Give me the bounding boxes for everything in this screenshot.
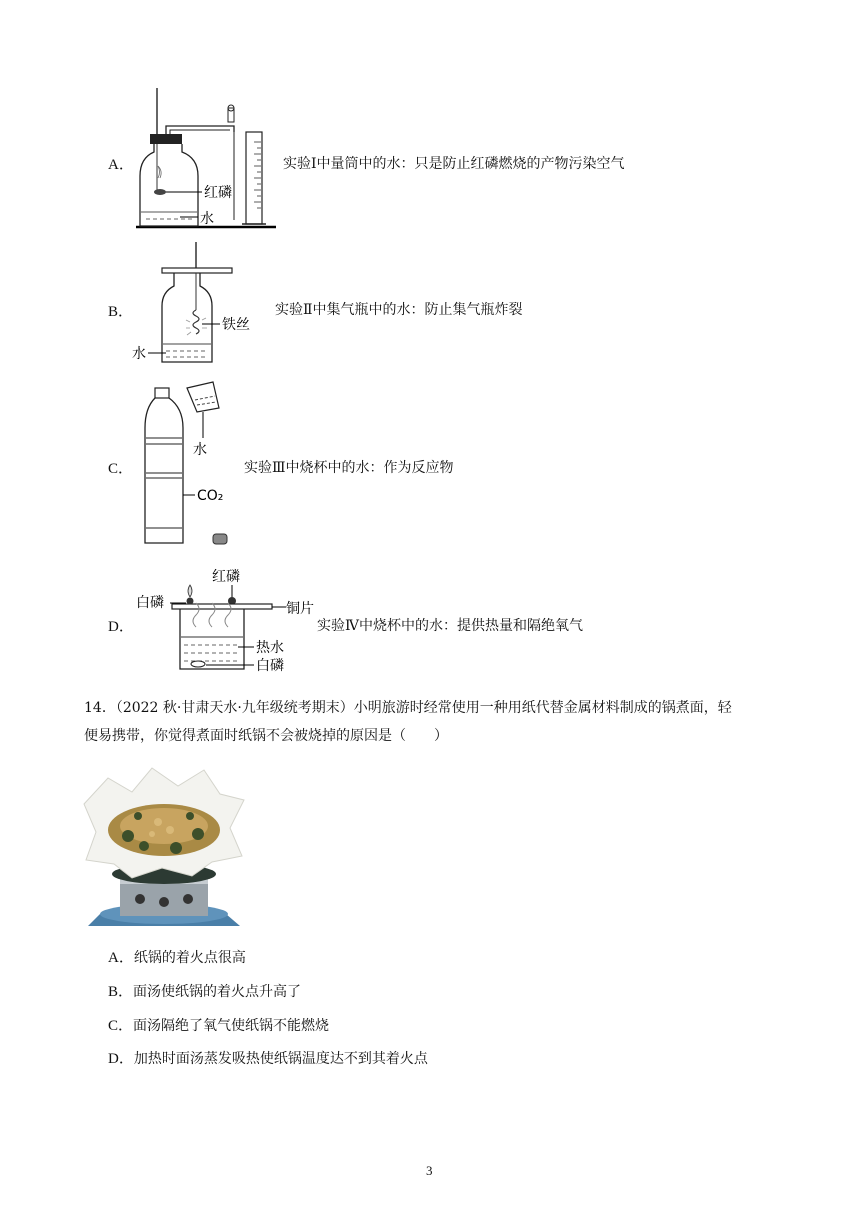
q14-option-d [108, 1047, 428, 1068]
q14-option-b-label: B． [108, 984, 134, 1000]
page-number: 3 [426, 1163, 433, 1178]
q14-option-a-label: A． [108, 950, 134, 966]
question-14-stem [84, 694, 784, 750]
paper-pot-photo [80, 764, 246, 934]
question-14-stem-line2: 便易携带，你觉得煮面时纸锅不会被烧掉的原因是（ ） [84, 728, 448, 744]
option-a-label: A． [108, 157, 134, 173]
q14-option-b-text: 面汤使纸锅的着火点升高了 [133, 984, 302, 1000]
q14-option-d-text: 加热时面汤蒸发吸热使纸锅温度达不到其着火点 [133, 1051, 428, 1067]
option-c-label: C． [108, 461, 134, 477]
option-c-text: 实验Ⅲ中烧杯中的水：作为反应物 [244, 460, 454, 476]
option-a-text: 实验Ⅰ中量筒中的水：只是防止红磷燃烧的产物污染空气 [283, 156, 625, 172]
option-d-text: 实验Ⅳ中烧杯中的水：提供热量和隔绝氧气 [317, 618, 583, 634]
q14-option-c-label: C． [108, 1018, 134, 1034]
option-d-label: D． [108, 619, 134, 635]
label-red-phosphorus: 红磷 [212, 569, 240, 585]
option-b-label: B． [108, 304, 134, 320]
q14-option-a-text: 纸锅的着火点很高 [133, 950, 246, 966]
q14-option-c [108, 1014, 329, 1035]
label-iron-wire: 铁丝 [222, 317, 250, 333]
label-white-phosphorus-bottom: 白磷 [256, 658, 284, 674]
experiment-2-figure [130, 240, 250, 365]
label-copper-sheet: 铜片 [286, 601, 314, 617]
label-water: 水 [132, 346, 146, 362]
experiment-3-figure [135, 378, 255, 550]
label-water: 水 [193, 442, 207, 458]
option-b-text: 实验Ⅱ中集气瓶中的水：防止集气瓶炸裂 [275, 302, 523, 318]
label-water: 水 [200, 211, 214, 227]
label-white-phosphorus-top: 白磷 [136, 595, 164, 611]
label-co2: CO₂ [197, 488, 224, 504]
label-red-phosphorus: 红磷 [204, 185, 232, 201]
q14-option-a [108, 946, 246, 967]
q14-option-d-label: D． [108, 1051, 134, 1067]
label-hot-water: 热水 [256, 640, 284, 656]
experiment-1-figure [130, 86, 280, 234]
q14-option-b [108, 980, 301, 1001]
q14-option-c-text: 面汤隔绝了氧气使纸锅不能燃烧 [133, 1018, 330, 1034]
experiment-4-figure [132, 565, 314, 675]
question-14-stem-line1: 14．（2022 秋·甘肃天水·九年级统考期末）小明旅游时经常使用一种用纸代替金属材料制成的锅煮面，轻 [84, 700, 732, 716]
